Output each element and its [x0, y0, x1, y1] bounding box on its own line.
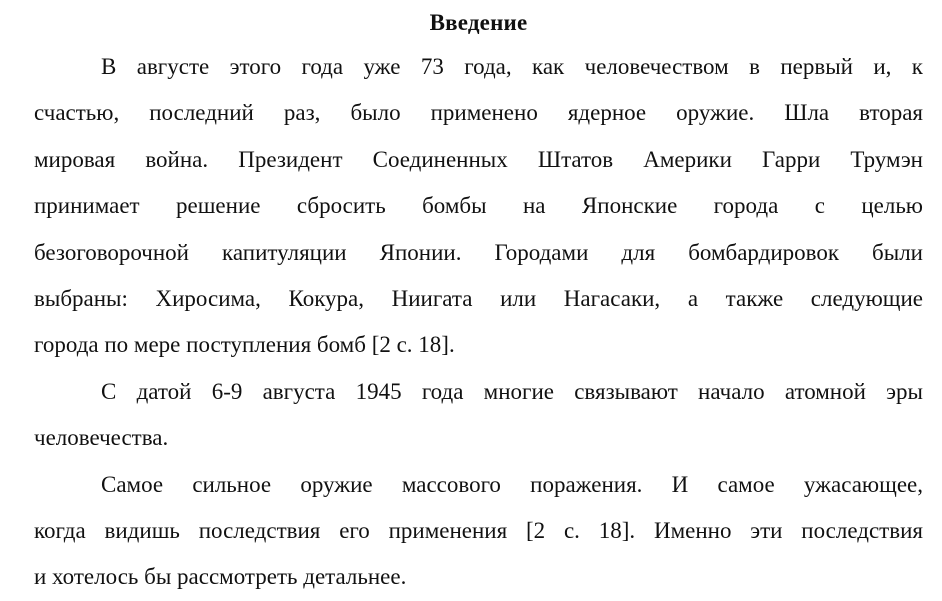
- paragraph-line: города по мере поступления бомб [2 с. 18].: [34, 332, 455, 358]
- paragraph-line: Самое сильное оружие массового поражения. И самое ужасающее,: [101, 471, 923, 497]
- document-page: [34, 0, 923, 601]
- paragraph-line: счастью, последний раз, было применено ядерное оружие. Шла вторая: [34, 100, 923, 126]
- document-title: Введение: [429, 10, 528, 35]
- paragraph-line: и хотелось бы рассмотреть детальнее.: [34, 564, 407, 590]
- paragraph-1: [34, 44, 923, 369]
- paragraph-line: С датой 6-9 августа 1945 года многие связывают начало атомной эры: [101, 378, 923, 404]
- paragraph-line: когда видишь последствия его применения [2 с. 18]. Именно эти последствия: [34, 517, 923, 543]
- paragraph-line: человечества.: [34, 425, 169, 451]
- paragraph-line: выбраны: Хиросима, Кокура, Ниигата или Нагасаки, а также следующие: [34, 285, 923, 311]
- paragraph-line: безоговорочной капитуляции Японии. Городами для бомбардировок были: [34, 239, 923, 265]
- paragraph-line: мировая война. Президент Соединенных Штатов Америки Гарри Трумэн: [34, 146, 923, 172]
- paragraph-line: В августе этого года уже 73 года, как человечеством в первый и, к: [101, 54, 923, 79]
- paragraph-line: принимает решение сбросить бомбы на Японские города с целью: [34, 193, 923, 219]
- paragraph-2: [34, 369, 923, 462]
- paragraph-3: [34, 462, 923, 601]
